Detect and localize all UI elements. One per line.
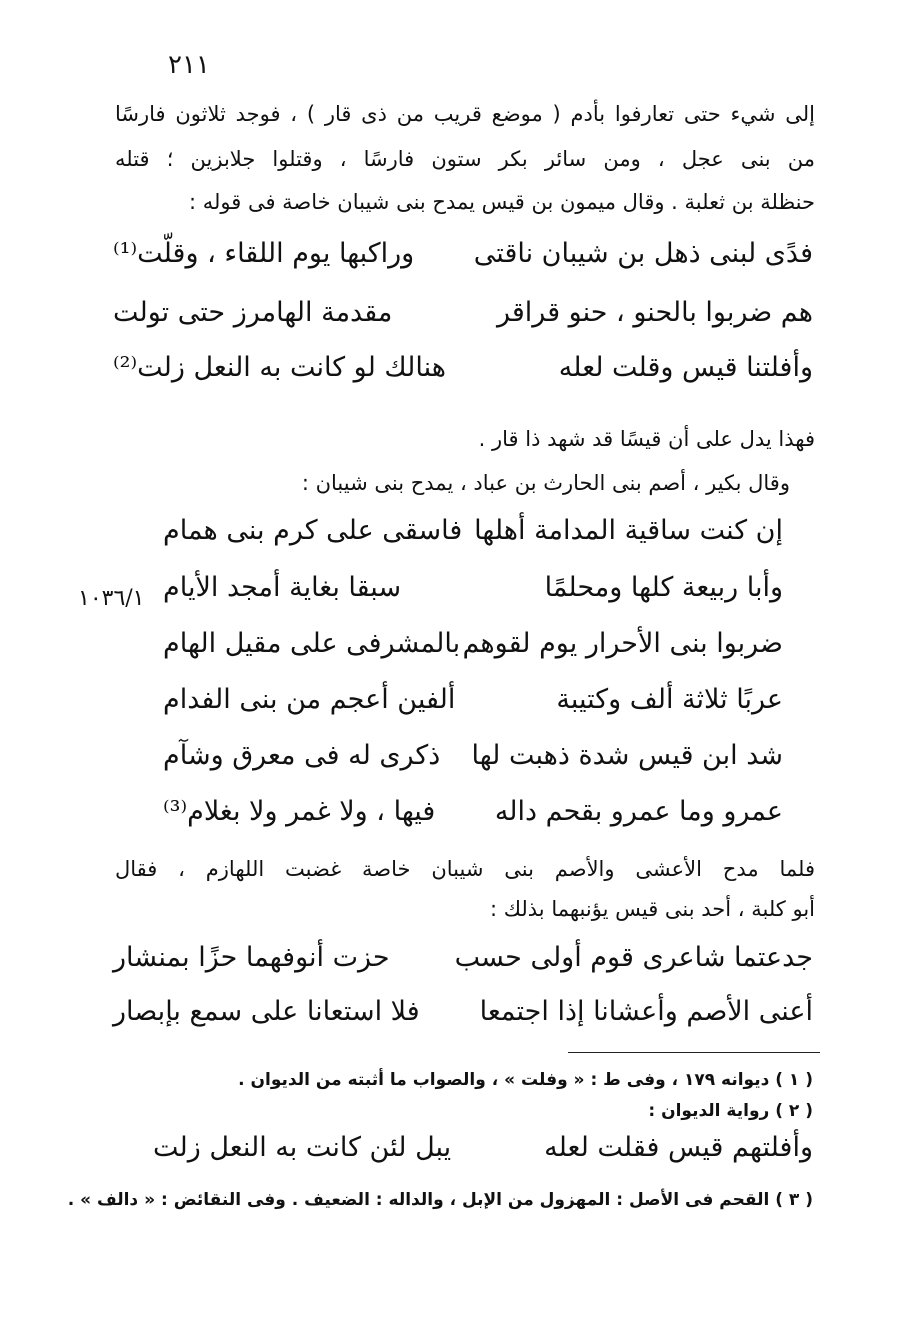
verse-line xyxy=(113,996,813,1046)
page-number: ٢١١ xyxy=(168,50,210,80)
verse-hemistich-right: أعنى الأصم وأعشانا إذا اجتمعا xyxy=(479,996,813,1027)
verse-hemistich-left: فيها ، ولا غمر ولا بغلام⁽³⁾ xyxy=(163,796,436,827)
verse-line xyxy=(113,238,813,288)
verse-hemistich-left: فلا استعانا على سمع بإبصار xyxy=(113,996,420,1027)
verse-hemistich-left: ذكرى له فى معرق وشآم xyxy=(163,740,441,771)
verse-hemistich-right: جدعتما شاعرى قوم أولى حسب xyxy=(454,942,813,973)
verse-hemistich-right: عربًا ثلاثة ألف وكتيبة xyxy=(556,684,783,715)
verse-hemistich-left: فاسقى على كرم بنى همام xyxy=(163,515,463,546)
verse-line xyxy=(163,572,783,622)
verse-hemistich-right: فدًى لبنى ذهل بن شيبان ناقتى xyxy=(473,238,813,269)
verse-hemistich-left: بالمشرفى على مقيل الهام xyxy=(163,628,461,659)
footnote-verse xyxy=(113,1132,813,1182)
verse-line xyxy=(113,942,813,992)
prose-line: حنظلة بن ثعلبة . وقال ميمون بن قيس يمدح بنى شيبان خاصة فى قوله : xyxy=(188,190,815,214)
verse-line xyxy=(113,352,813,402)
verse-hemistich-right: هم ضربوا بالحنو ، حنو قراقر xyxy=(496,297,813,328)
verse-hemistich-left: وراكبها يوم اللقاء ، وقلّت⁽¹⁾ xyxy=(113,238,415,269)
footnote-1: ( ١ ) ديوانه ١٧٩ ، وفى ط : « وفلت » ، والصواب ما أثبته من الديوان . xyxy=(238,1070,813,1090)
prose-line: فلما مدح الأعشى والأصم بنى شيبان خاصة غضبت اللهازم ، فقال xyxy=(115,857,815,881)
verse-line xyxy=(163,515,783,565)
verse-line xyxy=(163,740,783,790)
verse-hemistich-right: إن كنت ساقية المدامة أهلها xyxy=(474,515,783,546)
verse-line xyxy=(163,684,783,734)
footnote-3: ( ٣ ) القحم فى الأصل : المهزول من الإبل ، والداله : الضعيف . وفى النقائض : « دالف » . xyxy=(67,1190,813,1210)
prose-line: أبو كلبة ، أحد بنى قيس يؤنبهما بذلك : xyxy=(489,897,815,921)
prose-line: فهذا يدل على أن قيسًا قد شهد ذا قار . xyxy=(478,427,815,451)
footnote-2: ( ٢ ) رواية الديوان : xyxy=(648,1101,813,1121)
verse-hemistich-right: وأبا ربيعة كلها ومحلمًا xyxy=(544,572,783,603)
verse-hemistich-left: حزت أنوفهما حزًا بمنشار xyxy=(113,942,390,973)
verse-hemistich-left: هنالك لو كانت به النعل زلت⁽²⁾ xyxy=(113,352,447,383)
verse-line xyxy=(163,796,783,846)
verse-line xyxy=(113,297,813,347)
verse-hemistich-right: ضربوا بنى الأحرار يوم لقوهم xyxy=(462,628,783,659)
verse-hemistich-right: عمرو وما عمرو بقحم داله xyxy=(494,796,783,827)
verse-hemistich-left: يبل لئن كانت به النعل زلت xyxy=(153,1132,452,1163)
verse-hemistich-right: وأفلتنا قيس وقلت لعله xyxy=(558,352,813,383)
verse-hemistich-right: شد ابن قيس شدة ذهبت لها xyxy=(471,740,783,771)
margin-reference: ١٠٣٦/١ xyxy=(78,586,145,611)
prose-line: من بنى عجل ، ومن سائر بكر ستون فارسًا ، وقتلوا جلابزين ؛ قتله xyxy=(115,147,815,171)
verse-hemistich-left: ألفين أعجم من بنى الفدام xyxy=(163,684,456,715)
verse-line xyxy=(163,628,783,678)
prose-line: إلى شيء حتى تعارفوا بأدم ( موضع قريب من ذى قار ) ، فوجد ثلاثون فارسًا xyxy=(115,102,815,126)
footnote-divider xyxy=(568,1052,820,1053)
verse-hemistich-right: وأفلتهم قيس فقلت لعله xyxy=(544,1132,813,1163)
verse-hemistich-left: سبقا بغاية أمجد الأيام xyxy=(163,572,402,603)
verse-hemistich-left: مقدمة الهامرز حتى تولت xyxy=(113,297,393,328)
prose-line: وقال بكير ، أصم بنى الحارث بن عباد ، يمدح بنى شيبان : xyxy=(301,471,790,495)
